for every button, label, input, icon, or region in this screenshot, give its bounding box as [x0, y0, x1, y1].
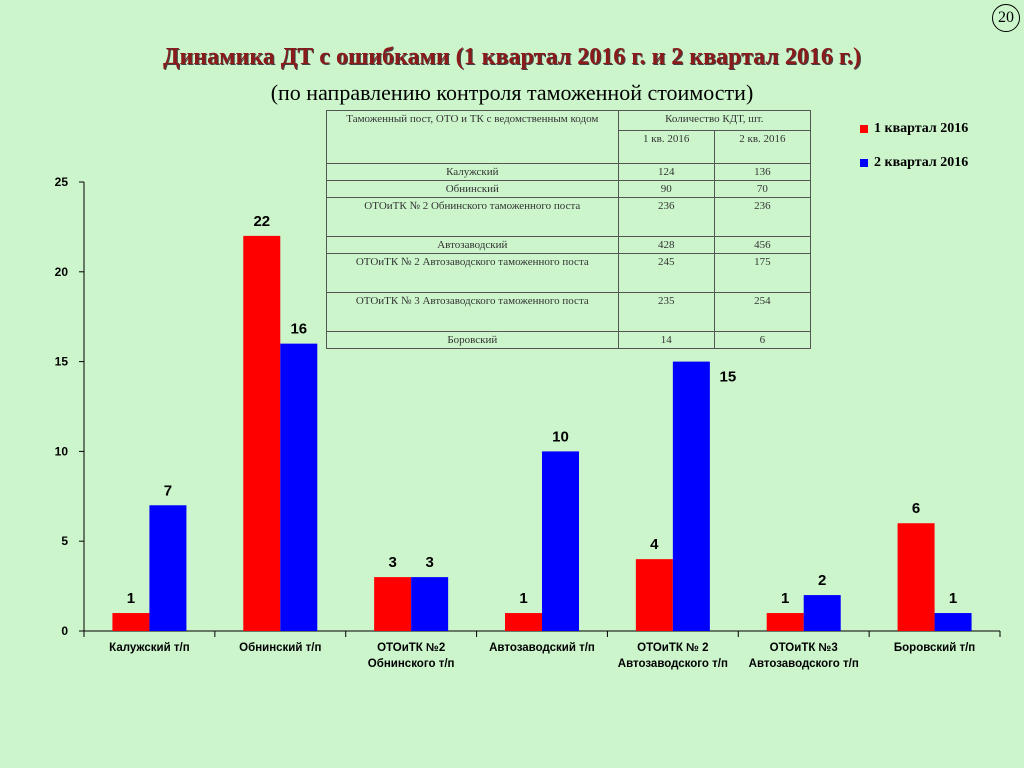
table-row: [327, 181, 811, 198]
table-cell-name: Калужский: [327, 164, 619, 181]
table-header-qty: Количество КДТ, шт.: [618, 111, 810, 131]
chart-legend: [860, 120, 968, 188]
category-label: Автозаводский т/п: [489, 642, 595, 654]
table-cell-q1: 90: [618, 181, 714, 198]
table-cell-q2: 236: [714, 198, 810, 237]
legend-item-q1: [860, 120, 968, 138]
category-label: Боровский т/п: [893, 642, 976, 654]
y-tick-label: 0: [61, 624, 68, 638]
table-cell-q1: 428: [618, 237, 714, 254]
slide-title: Динамика ДТ с ошибками (1 квартал 2016 г. и 2 квартал 2016 г.): [162, 44, 862, 70]
bar: [243, 236, 280, 631]
bar: [767, 613, 804, 631]
table-row: [327, 237, 811, 254]
legend-swatch-q1: [860, 125, 868, 133]
bar: [673, 362, 710, 631]
bar: [898, 523, 935, 631]
table-row: [327, 332, 811, 349]
bar: [636, 559, 673, 631]
bar: [411, 577, 448, 631]
table-cell-q2: 70: [714, 181, 810, 198]
data-label: 10: [552, 428, 569, 446]
table-cell-name: ОТОиТК № 2 Автозаводского таможенного поста: [327, 254, 619, 293]
legend-item-q2: [860, 154, 968, 172]
table-cell-q1: 14: [618, 332, 714, 349]
table-cell-q2: 6: [714, 332, 810, 349]
table-cell-q1: 245: [618, 254, 714, 293]
table-header-q1: 1 кв. 2016: [618, 131, 714, 164]
y-tick-label: 10: [54, 444, 68, 459]
table-cell-name: Обнинский: [327, 181, 619, 198]
bar: [804, 595, 841, 631]
table-cell-q1: 236: [618, 198, 714, 237]
bar: [505, 613, 542, 631]
table-cell-name: Автозаводский: [327, 237, 619, 254]
category-label: ОТОиТК №3: [769, 642, 838, 654]
table-cell-q1: 235: [618, 293, 714, 332]
data-table: [326, 110, 811, 349]
data-label: 16: [290, 320, 308, 338]
table-cell-q2: 136: [714, 164, 810, 181]
table-cell-q2: 254: [714, 293, 810, 332]
data-label: 3: [425, 554, 434, 572]
table-cell-name: ОТОиТК № 3 Автозаводского таможенного поста: [327, 293, 619, 332]
category-label: Калужский т/п: [109, 642, 190, 654]
table-header-name: Таможенный пост, ОТО и ТК с ведомственным кодом: [327, 111, 619, 164]
table-cell-q2: 175: [714, 254, 810, 293]
category-label: Автозаводского т/п: [748, 658, 859, 670]
category-label: ОТОиТК №2: [377, 642, 446, 654]
data-label: 15: [719, 368, 737, 386]
slide-subtitle: (по направлению контроля таможенной стоимости): [270, 80, 754, 105]
table-cell-name: ОТОиТК № 2 Обнинского таможенного поста: [327, 198, 619, 237]
y-tick-label: 25: [54, 175, 68, 189]
data-label: 2: [818, 572, 827, 590]
bar: [374, 577, 411, 631]
slide-number: 20: [992, 4, 1020, 32]
legend-swatch-q2: [860, 159, 868, 167]
table-row: [327, 293, 811, 332]
legend-label-q2: 2 квартал 2016: [874, 155, 969, 170]
data-label: 1: [519, 590, 528, 608]
category-label: Обнинский т/п: [239, 642, 322, 654]
category-label: ОТОиТК № 2: [637, 642, 709, 654]
y-tick-label: 15: [54, 354, 68, 369]
table-cell-name: Боровский: [327, 332, 619, 349]
data-label: 22: [253, 212, 271, 230]
table-cell-q1: 124: [618, 164, 714, 181]
table-header-q2: 2 кв. 2016: [714, 131, 810, 164]
data-label: 4: [650, 536, 659, 554]
bar: [280, 344, 317, 631]
data-label: 6: [911, 500, 921, 518]
category-label: Обнинского т/п: [367, 658, 455, 670]
data-label: 1: [126, 590, 136, 608]
data-label: 3: [388, 554, 397, 572]
table-row: [327, 254, 811, 293]
category-label: Автозаводского т/п: [617, 658, 728, 670]
y-tick-label: 5: [61, 534, 68, 549]
bar: [542, 451, 579, 631]
data-label: 7: [163, 482, 173, 500]
table-row: [327, 164, 811, 181]
bar: [935, 613, 972, 631]
table-header-row: [327, 111, 811, 131]
bar: [149, 505, 186, 631]
y-tick-label: 20: [54, 264, 68, 279]
data-label: 1: [948, 590, 958, 608]
table-cell-q2: 456: [714, 237, 810, 254]
bar: [112, 613, 149, 631]
legend-label-q1: 1 квартал 2016: [874, 121, 969, 136]
table-row: [327, 198, 811, 237]
data-label: 1: [781, 590, 790, 608]
